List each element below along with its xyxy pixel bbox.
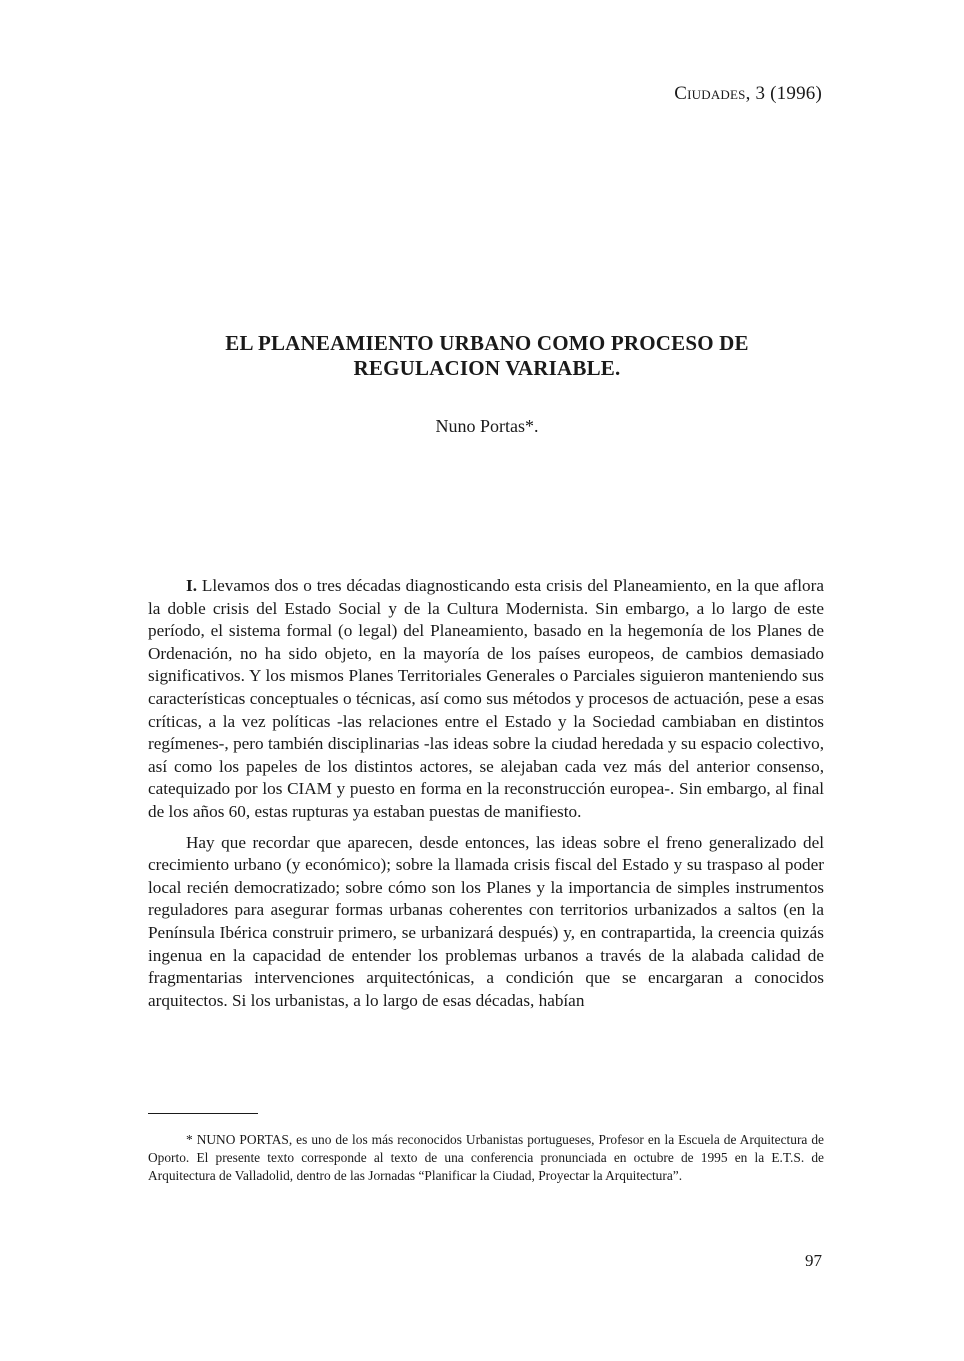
running-head (674, 83, 822, 105)
body-paragraph-2: Hay que recordar que aparecen, desde entonces, las ideas sobre el freno generalizado del crecimiento urbano (y económico); sobre la llamada crisis fiscal del Estado y su traspaso al poder local recién democratizado; sobre cómo son los Planes y la importancia de simples instrumentos reguladores para asegurar formas urbanas coherentes con territorios urbanizados a saltos (en la Península Ibérica construir primero, se urbanizará después) y, en contrapartida, la creencia quizás ingenua en la capacidad de entender los problemas urbanos a través de la alabada calidad de fragmentarias intervenciones arquitectónicas, a condición que se encargaran a conocidos arquitectos. Si los urbanistas, a lo largo de esas décadas, habían (148, 832, 824, 1010)
author-name: Nuno Portas*. (435, 416, 539, 436)
footnote: * NUNO PORTAS, es uno de los más reconocidos Urbanistas portugueses, Profesor en la Escuela de Arquitectura de Oporto. El presente texto corresponde al texto de una conferencia pronunciada en octubre de 1995 en la E.T.S. de Arquitectura de Valladolid, dentro de las Jornadas “Planificar la Ciudad, Proyectar la Arquitectura”. (148, 1132, 824, 1183)
title-line-2: REGULACION VARIABLE. (353, 356, 621, 380)
page-number: 97 (805, 1251, 822, 1270)
journal-issue: , 3 (1996) (745, 83, 822, 104)
paragraph-1-text: Llevamos dos o tres décadas diagnosticando esta crisis del Planeamiento, en la que aflora la doble crisis del Estado Social y de la Cultura Modernista. Sin embargo, a lo largo de este período, el sistema formal (o legal) del Planeamiento, basado en la hegemonía de los Planes de Ordenación, no ha sido objeto, en la mayoría de los países europeos, de cambios demasiado significativos. Y los mismos Planes Territoriales Generales o Parciales siguieron manteniendo sus características conceptuales o técnicas, así como sus métodos y procesos de actuación, pese a esas críticas, a la vez políticas -las relaciones entre el Estado y la Sociedad cambiaban en distintos regímenes-, pero también disciplinarias -las ideas sobre la ciudad heredada y su espacio colectivo, así como los papeles de los distintos actores, se alejaban cada vez más del anterior consenso, catequizado por los CIAM y puesto en forma en la reconstrucción europea-. Sin embargo, al final de los años 60, estas rupturas ya estaban puestas de manifiesto. (148, 576, 825, 821)
section-marker: I. (186, 576, 197, 595)
journal-name: Ciudades (674, 83, 746, 104)
article-body (148, 575, 824, 1020)
body-paragraph-1 (148, 575, 824, 824)
footnote-divider (148, 1113, 258, 1114)
title-line-1: EL PLANEAMIENTO URBANO COMO PROCESO DE (225, 331, 749, 355)
article-title (150, 331, 824, 381)
